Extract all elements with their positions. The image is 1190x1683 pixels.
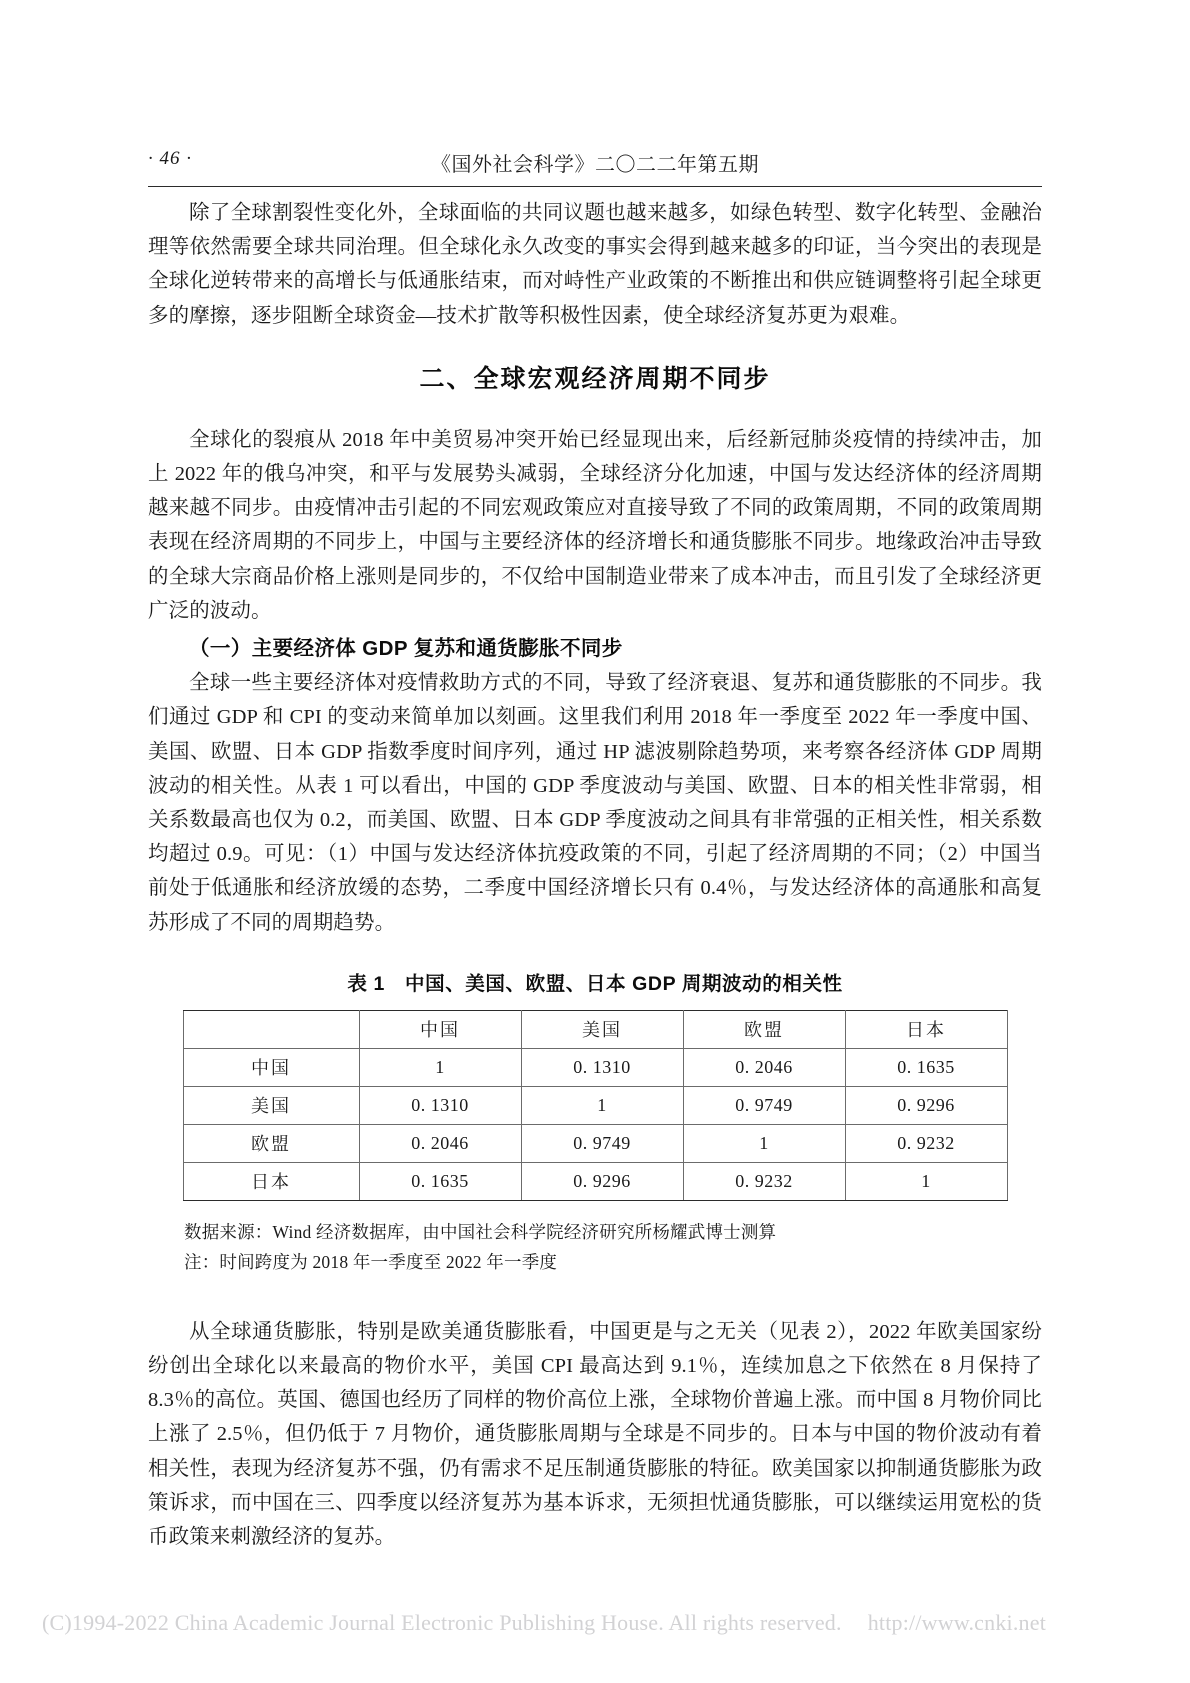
cell-japan-japan: 1	[845, 1162, 1007, 1200]
column-header-china: 中国	[359, 1010, 521, 1048]
cell-usa-usa: 1	[521, 1086, 683, 1124]
cell-eu-usa: 0. 9749	[521, 1124, 683, 1162]
article-body	[148, 196, 1042, 1554]
correlation-table	[183, 1010, 1008, 1201]
cell-eu-japan: 0. 9232	[845, 1124, 1007, 1162]
row-label-usa: 美国	[183, 1086, 359, 1124]
page-number: · 46 ·	[148, 148, 192, 169]
column-header-usa: 美国	[521, 1010, 683, 1048]
cell-china-japan: 0. 1635	[845, 1048, 1007, 1086]
column-header-japan: 日本	[845, 1010, 1007, 1048]
table-row	[183, 1086, 1007, 1124]
running-head	[148, 148, 1042, 182]
cell-china-usa: 0. 1310	[521, 1048, 683, 1086]
table-source-note: 数据来源：Wind 经济数据库，由中国社会科学院经济研究所杨耀武博士测算	[184, 1221, 777, 1242]
column-header-eu: 欧盟	[683, 1010, 845, 1048]
paragraph-3: 全球一些主要经济体对疫情救助方式的不同，导致了经济衰退、复苏和通货膨胀的不同步。我们通过 GDP 和 CPI 的变动来简单加以刻画。这里我们利用 2018 年一季度至 2022 年一季度中国、美国、欧盟、日本 GDP 指数季度时间序列，通过 HP 滤波剔除趋势项，来考察各经济体 GDP 周期波动的相关性。从表 1 可以看出，中国的 GDP 季度波动与美国、欧盟、日本的相关性非常弱，相关系数最高也仅为 0.2，而美国、欧盟、日本 GDP 季度波动之间具有非常强的正相关性，相关系数均超过 0.9。可见：（1）中国与发达经济体抗疫政策的不同，引起了经济周期的不同；（2）中国当前处于低通胀和经济放缓的态势，二季度中国经济增长只有 0.4％，与发达经济体的高通胀和高复苏形成了不同的周期趋势。	[148, 672, 1042, 934]
cell-usa-eu: 0. 9749	[683, 1086, 845, 1124]
cnki-url: http://www.cnki.net	[867, 1610, 1047, 1635]
table-row	[183, 1124, 1007, 1162]
cell-eu-eu: 1	[683, 1124, 845, 1162]
table-time-note: 注：时间跨度为 2018 年一季度至 2022 年一季度	[184, 1251, 558, 1272]
journal-running-title: 《国外社会科学》二〇二二年第五期	[431, 154, 759, 176]
row-label-china: 中国	[183, 1048, 359, 1086]
paragraph-2: 全球化的裂痕从 2018 年中美贸易冲突开始已经显现出来，后经新冠肺炎疫情的持续冲击，加上 2022 年的俄乌冲突，和平与发展势头减弱，全球经济分化加速，中国与发达经济体的经济周期越来越不同步。由疫情冲击引起的不同宏观政策应对直接导致了不同的政策周期，不同的政策周期表现在经济周期的不同步上，中国与主要经济体的经济增长和通货膨胀不同步。地缘政治冲击导致的全球大宗商品价格上涨则是同步的，不仅给中国制造业带来了成本冲击，而且引发了全球经济更广泛的波动。	[148, 428, 1042, 622]
table-corner-cell	[183, 1010, 359, 1048]
table-row	[183, 1162, 1007, 1200]
cell-japan-china: 0. 1635	[359, 1162, 521, 1200]
cell-usa-japan: 0. 9296	[845, 1086, 1007, 1124]
cell-usa-china: 0. 1310	[359, 1086, 521, 1124]
paragraph-4: 从全球通货膨胀，特别是欧美通货膨胀看，中国更是与之无关（见表 2），2022 年欧美国家纷纷创出全球化以来最高的物价水平，美国 CPI 最高达到 9.1％，连续加息之下依然在 8 月保持了 8.3％的高位。英国、德国也经历了同样的物价高位上涨，全球物价普遍上涨。而中国 8 月物价同比上涨了 2.5％，但仍低于 7 月物价，通货膨胀周期与全球是不同步的。日本与中国的物价波动有着相关性，表现为经济复苏不强，仍有需求不足压制通货膨胀的特征。欧美国家以抑制通货膨胀为政策诉求，而中国在三、四季度以经济复苏为基本诉求，无须担忧通货膨胀，可以继续运用宽松的货币政策来刺激经济的复苏。	[148, 1320, 1042, 1549]
subsection-heading: （一）主要经济体 GDP 复苏和通货膨胀不同步	[189, 637, 623, 661]
row-label-eu: 欧盟	[183, 1124, 359, 1162]
table-caption: 表 1 中国、美国、欧盟、日本 GDP 周期波动的相关性	[347, 972, 843, 995]
row-label-japan: 日本	[183, 1162, 359, 1200]
cnki-watermark	[42, 1608, 1148, 1638]
section-heading: 二、全球宏观经济周期不同步	[419, 364, 771, 393]
copyright-text: (C)1994-2022 China Academic Journal Electronic Publishing House. All rights reserved.	[42, 1610, 842, 1635]
paragraph-spacer	[148, 1277, 1042, 1315]
cell-china-eu: 0. 2046	[683, 1048, 845, 1086]
cell-japan-usa: 0. 9296	[521, 1162, 683, 1200]
table-header-row	[183, 1010, 1007, 1048]
cell-eu-china: 0. 2046	[359, 1124, 521, 1162]
table-notes	[148, 1217, 1042, 1277]
header-divider	[148, 186, 1042, 187]
cell-japan-eu: 0. 9232	[683, 1162, 845, 1200]
cell-china-china: 1	[359, 1048, 521, 1086]
paragraph-1: 除了全球割裂性变化外，全球面临的共同议题也越来越多，如绿色转型、数字化转型、金融治理等依然需要全球共同治理。但全球化永久改变的事实会得到越来越多的印证，当今突出的表现是全球化逆转带来的高增长与低通胀结束，而对峙性产业政策的不断推出和供应链调整将引起全球更多的摩擦，逐步阻断全球资金—技术扩散等积极性因素，使全球经济复苏更为艰难。	[148, 202, 1042, 327]
table-row	[183, 1048, 1007, 1086]
